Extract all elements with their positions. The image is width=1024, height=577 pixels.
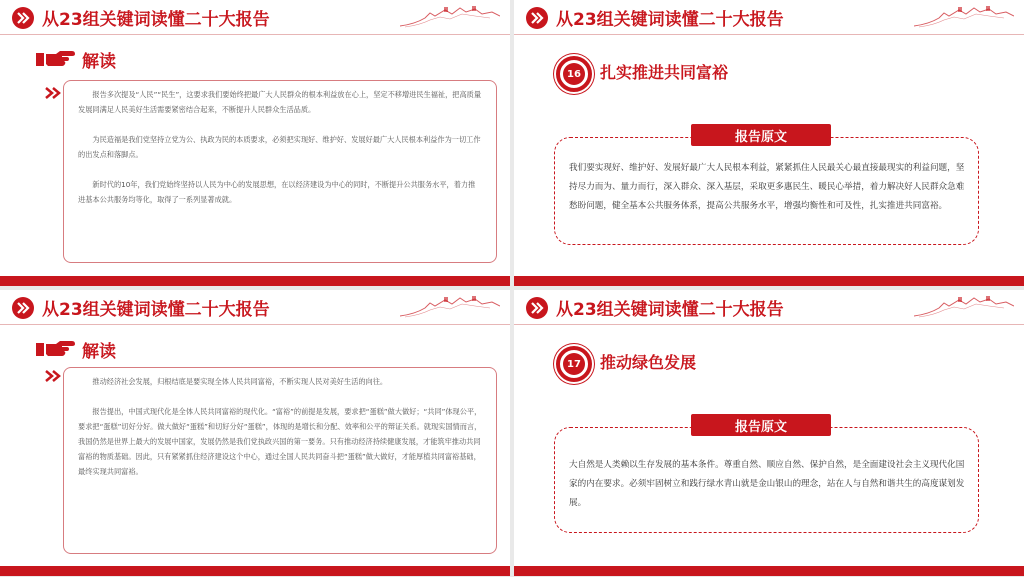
report-text-box: [554, 137, 979, 245]
header-divider: [0, 34, 510, 35]
great-wall-icon: [914, 294, 1014, 318]
section-number: 17: [563, 353, 585, 375]
footer-bar: [514, 566, 1024, 576]
double-chevron-icon: [12, 297, 34, 319]
slide-header: [514, 0, 1024, 36]
jiedu-paragraph: 新时代的10年，我们党始终坚持以人民为中心的发展思想，在以经济建设为中心的同时，不断提升公共服务水平，着力推进基本公共服务均等化，取得了一系列显著成就。: [78, 180, 476, 204]
slide-header: [0, 290, 510, 326]
jiedu-box: [63, 367, 497, 554]
jiedu-label: 解读: [82, 52, 116, 72]
jiedu-paragraph: 推动经济社会发展，归根结底是要实现全体人民共同富裕，不断实现人民对美好生活的向往。: [92, 377, 388, 386]
jiedu-paragraph: 报告提出，中国式现代化是全体人民共同富裕的现代化。“富裕”的前提是发展，要求把“蛋糕”做大做好；“共同”体现公平，要求把“蛋糕”切好分好。做大做好“蛋糕”和切好分好“蛋糕”，体现的是增长和分配、效率和公平的辩证关系。就现实国情而言，我国仍然是世界上最大的发展中国家，发展仍然是我们党执政兴国的第一要务。只有推动经济持续健康发展，才能筑牢推动共同富裕的物质基础。因此，只有紧紧抓住经济建设这个中心，通过全国人民共同奋斗把“蛋糕”做大做好，才能厚植共同富裕基础，最终实现共同富裕。: [78, 407, 482, 476]
great-wall-icon: [400, 294, 500, 318]
report-text-box: [554, 427, 979, 533]
slide-2: [514, 0, 1024, 286]
report-text: 我们要实现好、维护好、发展好最广大人民根本利益，紧紧抓住人民最关心最直接最现实的利益问题，坚持尽力而为、量力而行，深入群众、深入基层，采取更多惠民生、暖民心举措，着力解决好人民群众急难愁盼问题，健全基本公共服务体系，提高公共服务水平，增强均衡性和可及性，扎实推进共同富裕。: [569, 163, 965, 211]
double-chevron-icon: [44, 86, 64, 100]
section-title: 推动绿色发展: [600, 353, 697, 372]
report-text: 大自然是人类赖以生存发展的基本条件。尊重自然、顺应自然、保护自然，是全面建设社会主义现代化国家的内在要求。必须牢固树立和践行绿水青山就是金山银山的理念，站在人与自然和谐共生的高度谋划发展。: [569, 460, 965, 508]
slide-1: [0, 0, 510, 286]
great-wall-icon: [400, 4, 500, 28]
slide-4: [514, 290, 1024, 576]
slide-title: 从23组关键词读懂二十大报告: [42, 300, 270, 320]
double-chevron-icon: [526, 297, 548, 319]
header-divider: [0, 324, 510, 325]
jiedu-paragraph: 为民造福是我们党坚持立党为公、执政为民的本质要求，必须把实现好、维护好、发展好最广大人民根本利益作为一切工作的出发点和落脚点。: [78, 135, 481, 159]
report-original-tag: 报告原文: [691, 124, 831, 146]
section-number-badge: [556, 56, 592, 92]
double-chevron-icon: [44, 369, 64, 383]
slide-title: 从23组关键词读懂二十大报告: [42, 10, 270, 30]
footer-bar: [514, 276, 1024, 286]
section-number: 16: [563, 63, 585, 85]
header-divider: [514, 34, 1024, 35]
slide-3: [0, 290, 510, 576]
jiedu-box: [63, 80, 497, 263]
section-number-badge: [556, 346, 592, 382]
header-divider: [514, 324, 1024, 325]
slide-header: [514, 290, 1024, 326]
slide-title: 从23组关键词读懂二十大报告: [556, 10, 784, 30]
section-title: 扎实推进共同富裕: [600, 63, 729, 82]
jiedu-paragraph: 报告多次提及“人民”“民生”，这要求我们要始终把最广大人民群众的根本利益放在心上，坚定不移增进民生福祉，把高质量发展同满足人民美好生活需要紧密结合起来，不断提升人民群众生活品质。: [78, 90, 482, 114]
footer-bar: [0, 566, 510, 576]
pointing-hand-icon: [36, 339, 76, 359]
double-chevron-icon: [12, 7, 34, 29]
report-original-tag: 报告原文: [691, 414, 831, 436]
pointing-hand-icon: [36, 49, 76, 69]
great-wall-icon: [914, 4, 1014, 28]
jiedu-label: 解读: [82, 342, 116, 362]
slide-title: 从23组关键词读懂二十大报告: [556, 300, 784, 320]
slide-header: [0, 0, 510, 36]
double-chevron-icon: [526, 7, 548, 29]
footer-bar: [0, 276, 510, 286]
